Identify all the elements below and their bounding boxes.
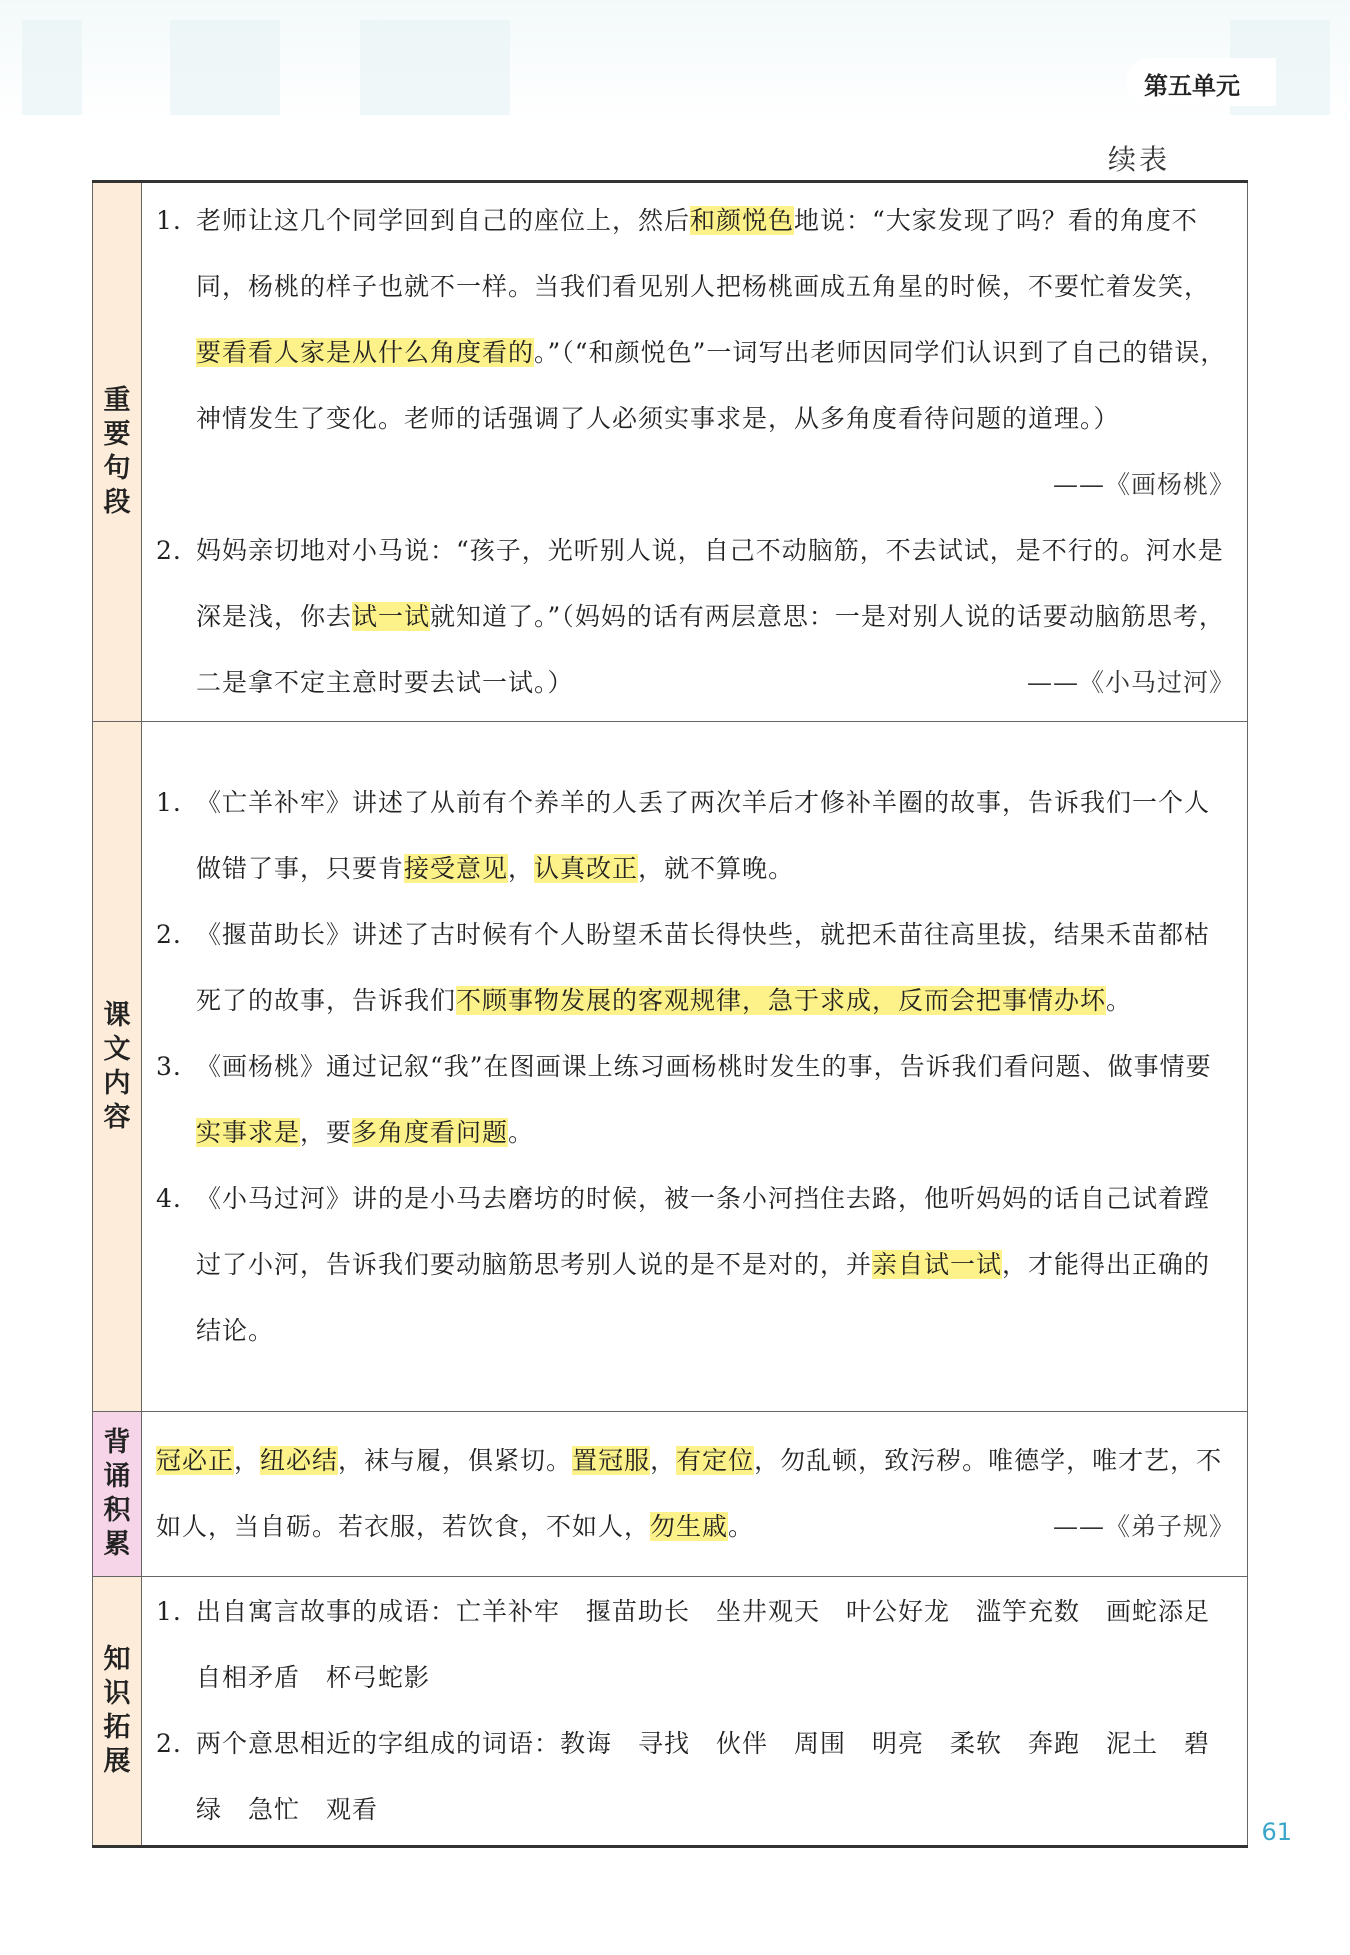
text-segment: ，: [650, 1446, 677, 1475]
text-segment: 。: [728, 1512, 755, 1541]
item-text: [196, 188, 1235, 518]
item-text: 出自寓言故事的成语：亡羊补牢 揠苗助长 坐井观天 叶公好龙 滥竽充数 画蛇添足 自相矛盾 杯弓蛇影: [196, 1597, 1237, 1692]
item-number: 3.: [156, 1051, 182, 1081]
highlight: 有定位: [676, 1446, 755, 1475]
category-cell: [93, 1412, 142, 1577]
item-text: [196, 770, 1235, 902]
text-segment: 妈妈亲切地对小马说：“孩子，光听别人说，自己不动脑筋，不去试试，是不行的。河水是深是浅，你去: [196, 536, 1224, 631]
highlight: 和颜悦色: [690, 206, 795, 235]
text-segment: 。: [508, 1117, 535, 1147]
text-segment: ，勿乱顿，致污秽。唯德学，唯才艺，不如人，当自砺。若衣服，若饮食，不如人，: [156, 1446, 1223, 1541]
category-label: 知识拓展: [103, 1644, 131, 1777]
text-segment: 《画杨桃》通过记叙“我”在图画课上练习画杨桃时发生的事，告诉我们看问题、做事情要: [196, 1051, 1212, 1081]
highlight: 试一试: [352, 602, 431, 631]
text-segment: 。”（“和颜悦色”一词写出老师因同学们认识到了自己的错误，神情发生了变化。老师的话强调了人必须实事求是，从多角度看待问题的道理。）: [196, 338, 1227, 433]
header-decoration: [170, 20, 280, 115]
list-item: [156, 902, 1235, 1034]
list-item: [156, 770, 1235, 902]
highlight: 实事求是: [196, 1117, 301, 1147]
header-decoration: [22, 20, 82, 115]
text-segment: 就知道了。”（妈妈的话有两层意思：一是对别人说的话要动脑筋思考，二是拿不定主意时要去试一试。）: [196, 602, 1225, 697]
text-segment: ，就不算晚。: [638, 853, 795, 883]
list-item: [156, 1711, 1235, 1843]
list-item: [156, 518, 1235, 716]
section-lesson-content: [93, 722, 1248, 1412]
content-cell: [142, 182, 1248, 722]
header-decoration: [360, 20, 510, 115]
text-segment: 。: [1106, 985, 1133, 1015]
text-segment: 《小马过河》讲的是小马去磨坊的时候，被一条小河挡住去路，他听妈妈的话自己试着蹚过了小河，告诉我们要动脑筋思考别人说的是不是对的，并: [196, 1183, 1211, 1279]
content-cell: [142, 722, 1248, 1412]
section-knowledge: [93, 1577, 1248, 1847]
item-number: 4.: [156, 1183, 182, 1213]
category-cell: [93, 182, 142, 722]
highlight: 要看看人家是从什么角度看的: [196, 338, 535, 367]
highlight: 纽必结: [260, 1446, 339, 1475]
highlight: 认真改正: [534, 853, 639, 883]
item-text: [196, 518, 1235, 716]
section-recitation: [93, 1412, 1248, 1577]
text-segment: 地说：“大家发现了吗？看的角度不同，杨桃的样子也就不一样。当我们看见别人把杨桃画成五角星的时候，不要忙着发笑，: [196, 206, 1211, 301]
list-item: [156, 1034, 1235, 1166]
recitation-text: [156, 1428, 1235, 1560]
source-citation: ——《小马过河》: [1026, 668, 1235, 697]
content-cell: [142, 1412, 1248, 1577]
text-segment: ，才能得出正确的结论。: [196, 1249, 1211, 1345]
list-item: [156, 1579, 1235, 1711]
text-segment: ，袜与履，俱紧切。: [338, 1446, 573, 1475]
item-text: [196, 902, 1235, 1034]
item-text: 两个意思相近的字组成的词语：教诲 寻找 伙伴 周围 明亮 柔软 奔跑 泥土 碧绿 急忙 观看: [196, 1729, 1211, 1824]
highlight: 亲自试一试: [872, 1249, 1003, 1279]
item-text: [196, 1034, 1235, 1166]
list-item: [156, 1166, 1235, 1364]
content-cell: [142, 1577, 1248, 1847]
continued-label: 续表: [1107, 143, 1170, 176]
source-citation: ——《画杨桃》: [1052, 470, 1235, 499]
category-label: 重要句段: [103, 385, 131, 518]
section-key-sentences: [93, 182, 1248, 722]
text-segment: ，: [508, 853, 535, 883]
highlight: 置冠服: [572, 1446, 651, 1475]
category-cell: [93, 1577, 142, 1847]
category-label: 课文内容: [103, 999, 131, 1133]
item-number: 2.: [156, 536, 182, 565]
text-segment: ，: [234, 1446, 261, 1475]
text-segment: 《亡羊补牢》讲述了从前有个养羊的人丢了两次羊后才修补羊圈的故事，告诉我们一个人做错了事，只要肯: [196, 787, 1211, 883]
highlight: 冠必正: [156, 1446, 235, 1475]
source-citation: ——《弟子规》: [1052, 1512, 1235, 1541]
text-segment: 老师让这几个同学回到自己的座位上，然后: [196, 206, 691, 235]
text-segment: ，要: [300, 1117, 353, 1147]
item-text: [196, 1166, 1235, 1364]
text-segment: 《揠苗助长》讲述了古时候有个人盼望禾苗长得快些，就把禾苗往高里拔，结果禾苗都枯死了的故事，告诉我们: [196, 919, 1211, 1015]
highlight: 多角度看问题: [352, 1117, 509, 1147]
category-label: 背诵积累: [103, 1427, 131, 1560]
highlight: 不顾事物发展的客观规律，急于求成，反而会把事情办坏: [456, 985, 1107, 1015]
item-number: 1.: [156, 1597, 182, 1626]
category-cell: [93, 722, 142, 1412]
item-number: 2.: [156, 1729, 182, 1758]
highlight: 勿生戚: [650, 1512, 729, 1541]
list-item: [156, 188, 1235, 518]
page-number: 61: [1261, 1818, 1292, 1846]
item-number: 1.: [156, 787, 182, 817]
item-number: 1.: [156, 206, 182, 235]
highlight: 接受意见: [404, 853, 509, 883]
unit-label: 第五单元: [1144, 72, 1240, 100]
item-number: 2.: [156, 919, 182, 949]
summary-table: [92, 180, 1248, 1848]
